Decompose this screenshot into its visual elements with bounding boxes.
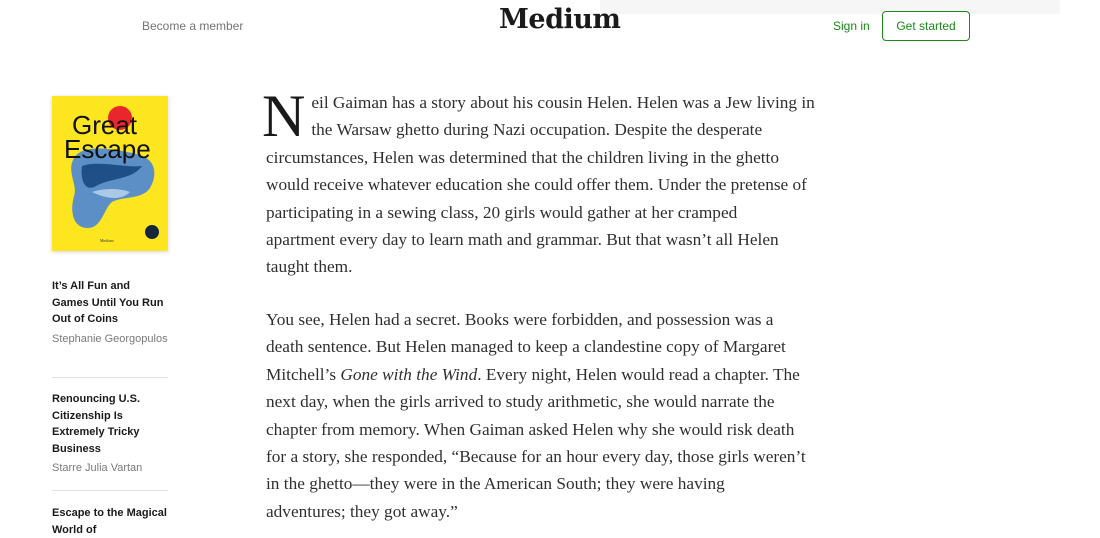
paragraph-line: chapter from memory. When Gaiman asked Helen why she would risk death <box>266 419 795 439</box>
paragraph-line: death sentence. But Helen managed to keep a clandestine copy of Margaret <box>266 337 786 357</box>
cover-title-line2: Escape <box>64 134 151 164</box>
sidebar-divider <box>52 490 168 491</box>
sidebar-story-title[interactable]: It’s All Fun and Games Until You Run Out of Coins <box>52 280 164 325</box>
sidebar-story-title[interactable]: Renouncing U.S. Citizenship Is Extremely Tricky Business <box>52 393 140 455</box>
top-navigation-bar <box>0 0 1100 52</box>
paragraph-line: adventures; they got away.” <box>266 501 458 521</box>
paragraph-line: would receive whatever education she could offer them. Under the pretense of <box>266 175 807 195</box>
sidebar-divider <box>52 377 168 378</box>
sidebar-story-author[interactable]: Starre Julia Vartan <box>52 462 143 474</box>
paragraph-line <box>266 361 856 388</box>
paragraph-line: eil Gaiman has a story about his cousin Helen. Helen was a Jew living in <box>311 93 815 112</box>
paragraph-line: the Warsaw ghetto during Nazi occupation. Despite the desperate <box>311 120 763 140</box>
sidebar-story-1[interactable] <box>52 278 168 347</box>
cover-art <box>52 96 168 251</box>
sidebar-story-author[interactable]: Stephanie Georgopulos <box>52 332 168 345</box>
header-strip <box>600 0 1060 14</box>
paragraph-line: apartment every day to learn math and grammar. But that wasn’t all Helen <box>266 230 779 250</box>
paragraph-line: for a story, she responded, “Because for an hour every day, those girls weren’t <box>266 447 806 467</box>
medium-logo[interactable]: Medium <box>499 4 621 35</box>
cover-title-line1: Great <box>72 110 138 140</box>
sidebar-story-3[interactable] <box>52 505 168 538</box>
sign-in-link[interactable]: Sign in <box>833 19 870 33</box>
great-escape-cover-image[interactable] <box>52 96 168 251</box>
paragraph-text: Mitchell’s <box>266 364 341 384</box>
publication-cover[interactable] <box>52 96 168 251</box>
paragraph-line: circumstances, Helen was determined that the children living in the ghetto <box>266 147 779 167</box>
paragraph-text: . Every night, Helen would read a chapter. The <box>477 364 800 384</box>
drop-cap: N <box>262 83 306 149</box>
sidebar-story-title[interactable]: Escape to the Magical World of <box>52 507 167 536</box>
article-paragraph <box>262 83 856 281</box>
cover-brand-mark: Medium <box>100 238 114 243</box>
paragraph-line: participating in a sewing class, 20 girls would gather at her cramped <box>266 202 738 222</box>
become-member-link[interactable]: Become a member <box>142 19 244 33</box>
paragraph-line: taught them. <box>266 257 353 277</box>
paragraph-line: You see, Helen had a secret. Books were forbidden, and possession was a <box>266 310 774 329</box>
paragraph-line: next day, when the girls arrived to study arithmetic, she would narrate the <box>266 392 775 412</box>
book-title-italic: Gone with the Wind <box>340 364 478 384</box>
get-started-button[interactable]: Get started <box>882 11 970 41</box>
article-paragraph <box>266 306 856 525</box>
sidebar-story-2[interactable] <box>52 391 168 476</box>
paragraph-line: in the ghetto—they were in the American South; they were having <box>266 474 725 494</box>
